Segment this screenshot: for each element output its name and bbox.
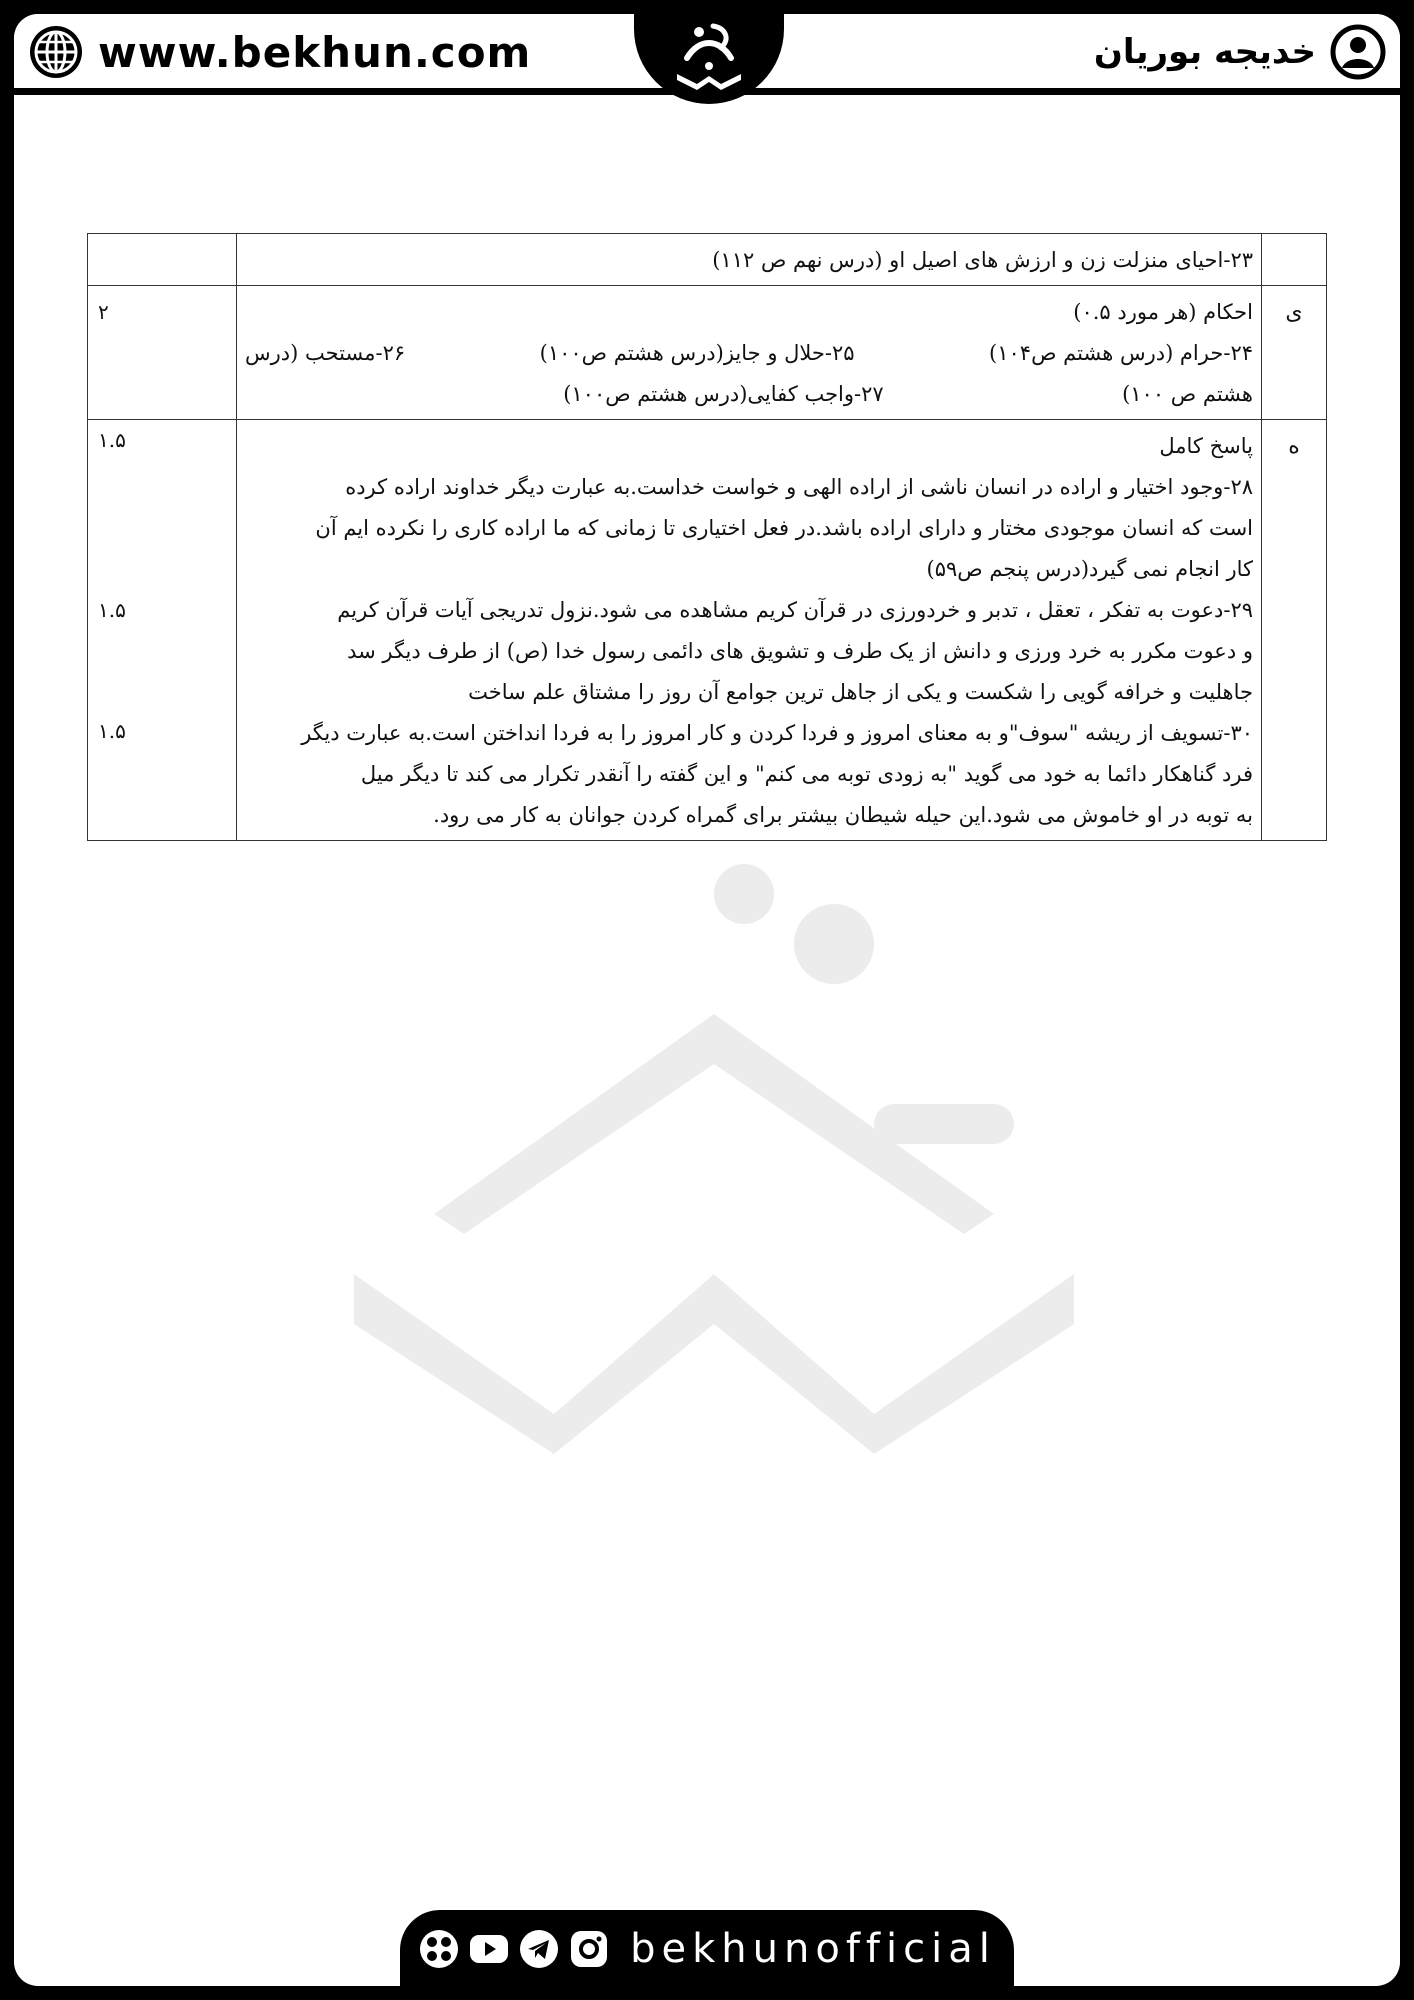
watermark-logo-icon xyxy=(314,854,1114,1454)
table-row xyxy=(88,286,1327,420)
score-value: ۲ xyxy=(98,300,109,324)
answer-line: است که انسان موجودی مختار و دارای اراده باشد.در فعل اختیاری تا زمانی که ما اراده کاری را نکرده ایم آن xyxy=(315,516,1253,540)
page-footer xyxy=(400,1910,1014,1986)
youtube-icon[interactable] xyxy=(468,1928,510,1970)
table-row xyxy=(88,234,1327,286)
section-cell: ی xyxy=(1262,286,1327,420)
score-cell xyxy=(88,234,237,286)
score-value: ۱.۵ xyxy=(98,428,126,452)
answer-cell xyxy=(237,234,1262,286)
answer-line: و دعوت مکرر به خرد ورزی و دانش از یک طرف و تشویق های دائمی رسول خدا (ص) از طرف دیگر سد xyxy=(347,639,1253,663)
author-name: خدیجه بوریان xyxy=(1093,32,1316,72)
telegram-icon[interactable] xyxy=(518,1928,560,1970)
user-avatar-icon xyxy=(1330,24,1386,80)
score-value: ۱.۵ xyxy=(98,719,126,743)
answer-cell xyxy=(237,286,1262,420)
brand-logo xyxy=(634,14,784,104)
score-cell xyxy=(88,420,237,841)
author xyxy=(1094,24,1386,80)
answer-item: ۲۴-حرام (درس هشتم ص۱۰۴) xyxy=(989,341,1253,365)
page-header xyxy=(14,14,1400,95)
answer-line: به توبه در او خاموش می شود.این حیله شیطان بیشتر برای گمراه کردن جوانان به کار می رود. xyxy=(433,803,1253,827)
social-handle: bekhunofficial xyxy=(630,1926,996,1972)
answer-line: جاهلیت و خرافه گویی را شکست و یکی از جاهل ترین جوامع آن روز را مشتاق علم ساخت xyxy=(468,680,1253,704)
answer-item: هشتم ص ۱۰۰) xyxy=(1122,382,1253,406)
document-page xyxy=(14,14,1400,1986)
answer-item: ۲۵-حلال و جایز(درس هشتم ص۱۰۰) xyxy=(539,341,855,365)
score-value: ۱.۵ xyxy=(98,598,126,622)
instagram-icon[interactable] xyxy=(568,1928,610,1970)
answer-line xyxy=(245,333,1253,374)
answer-heading: پاسخ کامل xyxy=(1159,434,1253,458)
answer-table xyxy=(87,233,1327,841)
aparat-icon[interactable] xyxy=(418,1928,460,1970)
answer-item: ۲۷-واجب کفایی(درس هشتم ص۱۰۰) xyxy=(563,382,884,406)
brand-logo-icon xyxy=(669,18,749,90)
answer-line: ۳۰-تسویف از ریشه "سوف"و به معنای امروز و فردا کردن و کار امروز را به فردا انداختن است.به عبارت دیگر xyxy=(301,721,1253,745)
answer-line: ۲۹-دعوت به تفکر ، تعقل ، تدبر و خردورزی در قرآن کریم مشاهده می شود.نزول تدریجی آیات قرآن کریم xyxy=(337,598,1253,622)
answer-line: کار انجام نمی گیرد(درس پنجم ص۵۹) xyxy=(926,557,1253,581)
answer-cell xyxy=(237,420,1262,841)
site-url: www.bekhun.com xyxy=(98,27,532,77)
section-cell xyxy=(1262,234,1327,286)
score-cell xyxy=(88,286,237,420)
answer-item: ۲۶-مستحب (درس xyxy=(245,341,406,365)
table-row xyxy=(88,420,1327,841)
answer-line: ۲۳-احیای منزلت زن و ارزش های اصیل او (درس نهم ص ۱۱۲) xyxy=(712,248,1253,272)
section-cell: ه xyxy=(1262,420,1327,841)
answer-line xyxy=(245,374,1253,415)
site-link[interactable] xyxy=(28,24,531,80)
answer-line: فرد گناهکار دائما به خود می گوید "به زودی توبه می کنم" و این گفته را آنقدر تکرار می کند تا دیگر میل xyxy=(360,762,1253,786)
answer-heading: احکام (هر مورد ۰.۵) xyxy=(1073,300,1253,324)
globe-icon xyxy=(28,24,84,80)
answer-line: ۲۸-وجود اختیار و اراده در انسان ناشی از اراده الهی و خواست خداست.به عبارت دیگر خداوند اراده کرده xyxy=(345,475,1253,499)
